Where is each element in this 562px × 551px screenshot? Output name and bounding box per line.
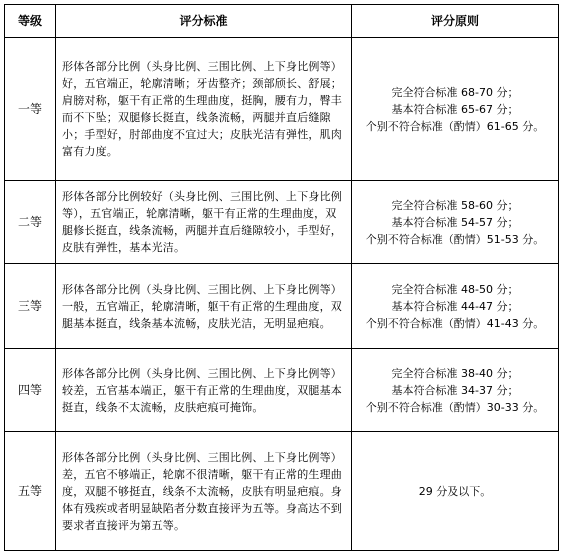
standard-cell: 形体各部分比例较好（头身比例、三围比例、上下身比例等），五官端正，轮廓清晰，躯干有正常的生理曲度，双腿修长挺直，线条流畅，两腿并直后缝隙较小，手型好，皮肤有弹性，基本光洁。	[56, 181, 352, 264]
grade-cell: 五等	[5, 432, 56, 551]
header-grade: 等级	[5, 5, 56, 38]
grade-cell: 四等	[5, 349, 56, 432]
grading-table	[4, 4, 559, 551]
standard-cell: 形体各部分比例（头身比例、三围比例、上下身比例等）一般，五官端正，轮廓清晰，躯干有正常的生理曲度，双腿基本挺直，线条基本流畅，皮肤光洁，无明显疤痕。	[56, 264, 352, 349]
header-principle: 评分原则	[352, 5, 559, 38]
principle-line: 29 分及以下。	[418, 484, 492, 498]
grade-cell: 三等	[5, 264, 56, 349]
grade-cell: 一等	[5, 38, 56, 181]
standard-cell: 形体各部分比例（头身比例、三围比例、上下身比例等）差，五官不够端正，轮廓不很清晰，躯干有正常的生理曲度，双腿不够挺直，线条不太流畅，皮肤有明显疤痕。身体有残疾或者明显缺陷者分数直接评为五等。身高达不到要求者直接评为第五等。	[56, 432, 352, 551]
principle-line: 完全符合标准 68-70 分；	[391, 85, 519, 99]
principle-line: 个别不符合标准（酌情）51-53 分。	[365, 232, 545, 246]
principle-line: 个别不符合标准（酌情）30-33 分。	[365, 400, 545, 414]
principle-line: 完全符合标准 48-50 分；	[391, 282, 519, 296]
principle-line: 基本符合标准 65-67 分；	[391, 102, 519, 116]
principle-cell	[352, 264, 559, 349]
table-row	[5, 432, 559, 551]
principle-cell	[352, 181, 559, 264]
table-row	[5, 264, 559, 349]
principle-line: 基本符合标准 54-57 分；	[391, 215, 519, 229]
standard-cell: 形体各部分比例（头身比例、三围比例、上下身比例等）较差，五官基本端正，躯干有正常的生理曲度，双腿基本挺直，线条不太流畅，皮肤疤痕可掩饰。	[56, 349, 352, 432]
principle-line: 完全符合标准 38-40 分；	[391, 366, 519, 380]
table-row	[5, 349, 559, 432]
principle-line: 基本符合标准 34-37 分；	[391, 383, 519, 397]
principle-line: 基本符合标准 44-47 分；	[391, 299, 519, 313]
principle-line: 个别不符合标准（酌情）41-43 分。	[365, 316, 545, 330]
table-header-row	[5, 5, 559, 38]
table-row	[5, 181, 559, 264]
grade-cell: 二等	[5, 181, 56, 264]
principle-cell	[352, 432, 559, 551]
table-row	[5, 38, 559, 181]
header-standard: 评分标准	[56, 5, 352, 38]
standard-cell: 形体各部分比例（头身比例、三围比例、上下身比例等）好，五官端正，轮廓清晰；牙齿整齐；颈部颀长、舒展；肩膀对称，躯干有正常的生理曲度，挺胸，腰有力，臀丰而不下坠；双腿修长挺直，线条流畅，两腿并直后缝隙小；手型好，肘部曲度不宜过大；皮肤光洁有弹性，肌肉富有力度。	[56, 38, 352, 181]
principle-line: 个别不符合标准（酌情）61-65 分。	[365, 119, 545, 133]
principle-cell	[352, 38, 559, 181]
principle-cell	[352, 349, 559, 432]
principle-line: 完全符合标准 58-60 分；	[391, 198, 519, 212]
